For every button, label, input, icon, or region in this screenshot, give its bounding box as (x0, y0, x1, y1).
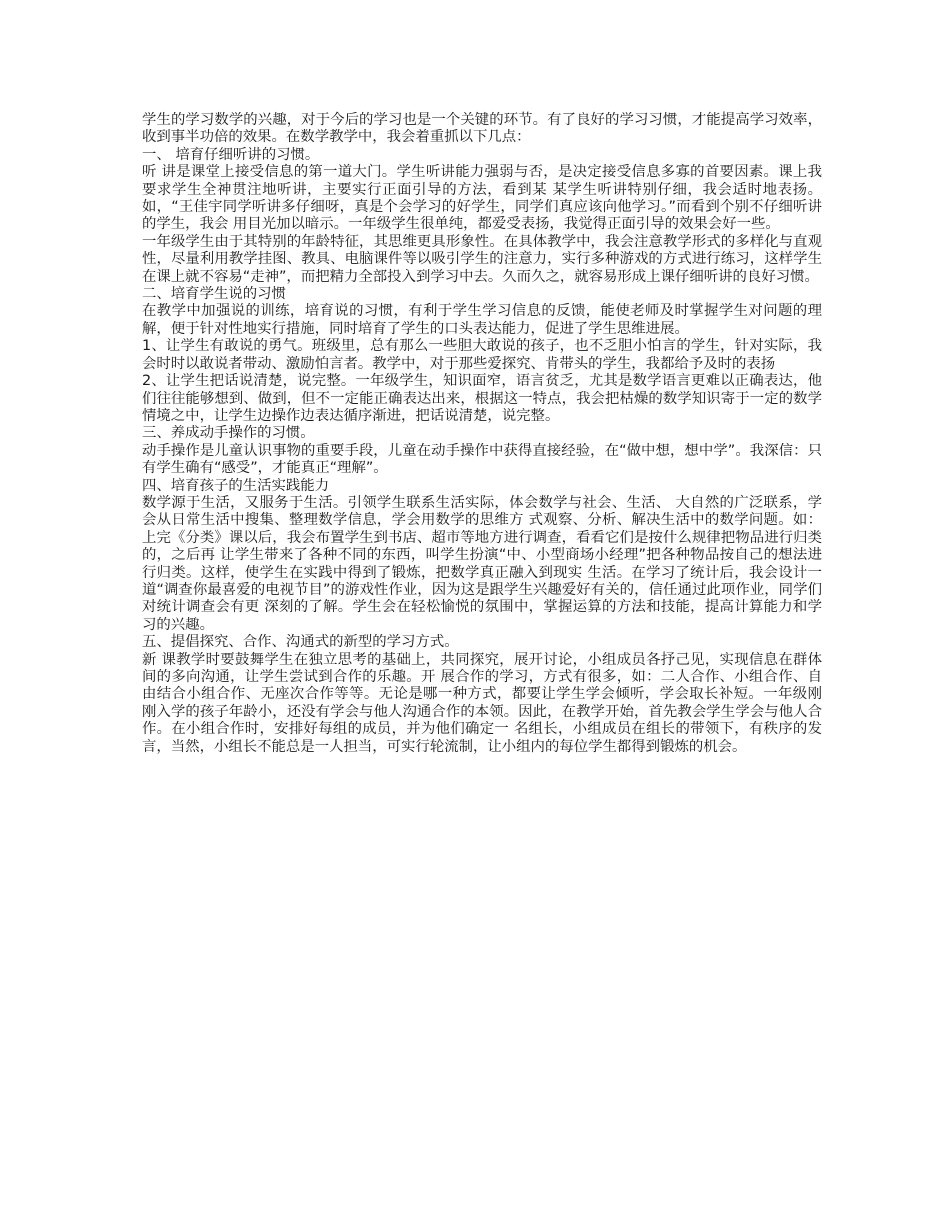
heading-cooperative-learning: 五、提倡探究、合作、沟通式的新型的学习方式。 (142, 634, 459, 651)
heading-practice-ability: 四、培育孩子的生活实践能力 (142, 477, 330, 494)
paragraph-speaking-intro: 在教学中加强说的训练，培育说的习惯，有利于学生学习信息的反馈，能使老师及时掌握学生对问题的理解，便于针对性地实行措施，同时培育了学生的口头表达能力，促进了学生思维进展。 (142, 303, 822, 337)
paragraph-speaking-point-1: 1、让学生有敢说的勇气。班级里，总有那么一些胆大敢说的孩子，也不乏胆小怕言的学生，针对实际，我会时时以敢说者带动、激励怕言者。教学中，对于那些爱探究、肯带头的学生，我都给予及时的表扬 (142, 338, 822, 372)
heading-listening-habit: 一、 培育仔细听讲的习惯。 (142, 146, 320, 163)
document-body (142, 112, 822, 756)
paragraph-cooperative: 新 课教学时要鼓舞学生在独立思考的基础上，共同探究，展开讨论，小组成员各抒己见，实现信息在群体间的多向沟通，让学生尝试到合作的乐趣。开 展合作的学习，方式有很多，如：二人合作、小组合作、自由结合小组合作、无座次合作等等。无论是哪一种方式，都要让学生学会倾听，学会取长补短。一年级刚 刚入学的孩子年龄小，还没有学会与他人沟通合作的本领。因此，在教学开始，首先教会学生学会与他人合作。在小组合作时，安排好每组的成员，并为他们确定一 名组长，小组成员在组长的带领下，有秩序的发言，当然，小组长不能总是一人担当，可实行轮流制，让小组内的每位学生都得到锻炼的机会。 (142, 651, 822, 755)
paragraph-listening-1: 听 讲是课堂上接受信息的第一道大门。学生听讲能力强弱与否，是决定接受信息多寡的首要因素。课上我要求学生全神贯注地听讲，主要实行正面引导的方法，看到某 某学生听讲特别仔细，我会适时地表扬。如，“王佳宇同学听讲多仔细呀，真是个会学习的好学生，同学们真应该向他学习。”而看到个别不仔细听讲的学生，我会 用目光加以暗示。一年级学生很单纯，都爱受表扬，我觉得正面引导的效果会好一些。 (142, 164, 822, 233)
paragraph-intro: 学生的学习数学的兴趣，对于今后的学习也是一个关键的环节。有了良好的学习习惯，才能提高学习效率，收到事半功倍的效果。在数学教学中，我会着重抓以下几点： (142, 112, 822, 146)
paragraph-speaking-point-2: 2、让学生把话说清楚，说完整。一年级学生，知识面窄，语言贫乏，尤其是数学语言更难以正确表达，他们往往能够想到、做到，但不一定能正确表达出来，根据这一特点，我会把枯燥的数学知识寄于一定的数学情境之中，让学生边操作边表达循序渐进，把话说清楚，说完整。 (142, 373, 822, 424)
paragraph-listening-2: 一年级学生由于其特别的年龄特征，其思维更具形象性。在具体教学中，我会注意教学形式的多样化与直观性，尽量利用教学挂图、教具、电脑课件等以吸引学生的注意力，实行多种游戏的方式进行练习，这样学生在课上就不容易“走神”，而把精力全部投入到学习中去。久而久之，就容易形成上课仔细听讲的良好习惯。 (142, 233, 822, 285)
paragraph-hands-on: 动手操作是儿童认识事物的重要手段，儿童在动手操作中获得直接经验，在“做中想，想中学”。我深信：只有学生确有“感受”，才能真正“理解”。 (142, 442, 822, 477)
paragraph-practice: 数学源于生活，又服务于生活。引领学生联系生活实际，体会数学与社会、生活、 大自然的广泛联系，学会从日常生活中搜集、整理数学信息，学会用数学的思维方 式观察、分析、解决生活中的数学问题。如：上完《分类》课以后，我会布置学生到书店、超市等地方进行调查，看看它们是按什么规律把物品进行归类的，之后再 让学生带来了各种不同的东西，叫学生扮演“中、小型商场小经理”把各种物品按自己的想法进行归类。这样，使学生在实践中得到了锻炼，把数学真正融入到现实 生活。在学习了统计后，我会设计一道“调查你最喜爱的电视节目”的游戏性作业，因为这是跟学生兴趣爱好有关的，信任通过此项作业，同学们对统计调查会有更 深刻的了解。学生会在轻松愉悦的氛围中，掌握运算的方法和技能，提高计算能力和学习的兴趣。 (142, 494, 822, 633)
heading-speaking-habit: 二、培育学生说的习惯 (142, 286, 286, 303)
heading-hands-on-habit: 三、养成动手操作的习惯。 (142, 425, 315, 442)
